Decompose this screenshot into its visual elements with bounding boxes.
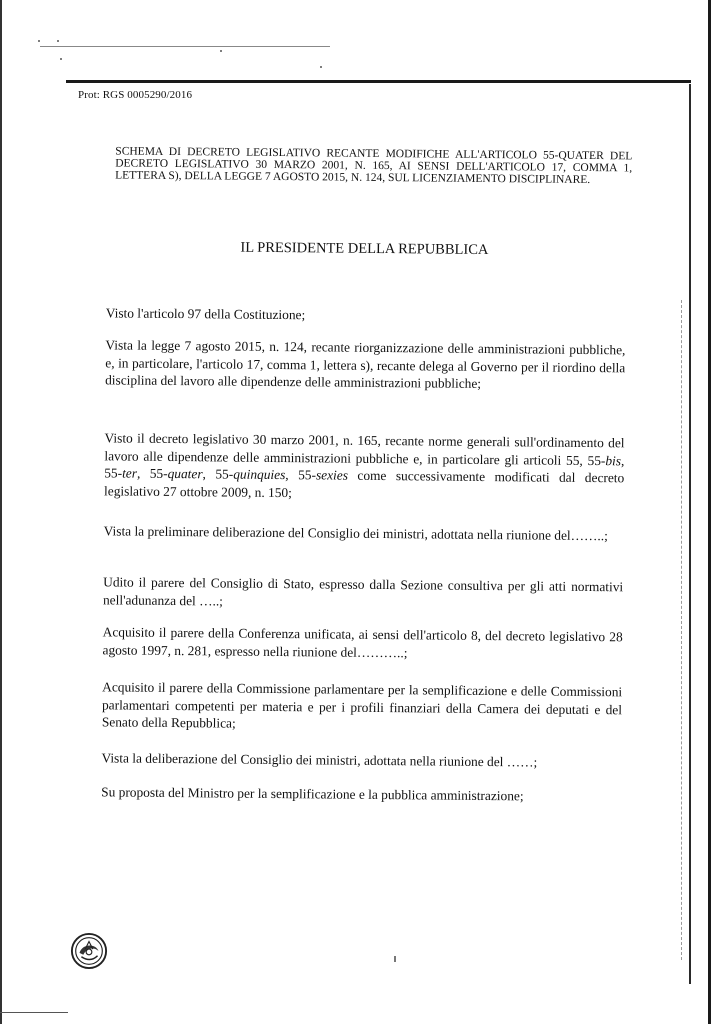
schema-title: SCHEMA DI DECRETO LEGISLATIVO RECANTE MODIFICHE ALL'ARTICOLO 55-QUATER DEL DECRETO LEGISLATIVO 30 MARZO 2001, N. 165, AI SENSI DELL'ARTICOLO 17, COMMA 1, LETTERA S), DELLA LEGGE 7 AGOSTO 2015, N. 124, SUL LICENZIAMENTO DISCIPLINARE. — [115, 145, 633, 187]
preamble-clause: Udito il parere del Consiglio di Stato, espresso dalla Sezione consultiva per gli atti normativi nell'adunanza del …..; — [102, 574, 624, 608]
preamble-clause: Vista la preliminare deliberazione del Consiglio dei ministri, adottata nella riunione del……..; — [103, 523, 608, 544]
preamble-clause: Vista la legge 7 agosto 2015, n. 124, recante riorganizzazione delle amministrazioni pubbliche, e, in particolare, l'articolo 17, comma 1, lettera s), recante delega al Governo per il riordino della disciplina del lavoro alle dipendenze delle amministrazioni pubbliche; — [105, 337, 626, 391]
republic-emblem-icon — [70, 932, 108, 970]
preamble-clause: Vista la deliberazione del Consiglio dei ministri, adottata nella riunione del ……; — [101, 750, 538, 770]
preamble-clause: Acquisito il parere della Commissione parlamentare per la semplificazione e delle Commissioni parlamentari competenti per materia e per i profili finanziari della Camera dei deputati e del Senato della Repubblica; — [101, 679, 623, 731]
preamble-clause: Acquisito il parere della Conferenza unificata, ai sensi dell'articolo 8, del decreto legislativo 28 agosto 1997, n. 281, espresso nella riunione del………..; — [102, 624, 623, 660]
preamble-clause: Visto l'articolo 97 della Costituzione; — [105, 305, 306, 323]
scan-mark — [394, 956, 396, 962]
preamble-clause: Visto il decreto legislativo 30 marzo 2001, n. 165, recante norme generali sull'ordinamento del lavoro alle dipendenze delle amministrazioni pubbliche e, in particolare gli articoli 55, 55-bis, 55-ter, 55-quater, 55-quinquies, 55-sexies come successivamente modificati dal decreto legislativo 27 ottobre 2009, n. 150; — [104, 430, 625, 500]
preamble-clause: Su proposta del Ministro per la semplificazione e la pubblica amministrazione; — [101, 784, 524, 804]
protocol-number: Prot: RGS 0005290/2016 — [78, 89, 193, 101]
page-title: IL PRESIDENTE DELLA REPUBBLICA — [240, 239, 489, 259]
